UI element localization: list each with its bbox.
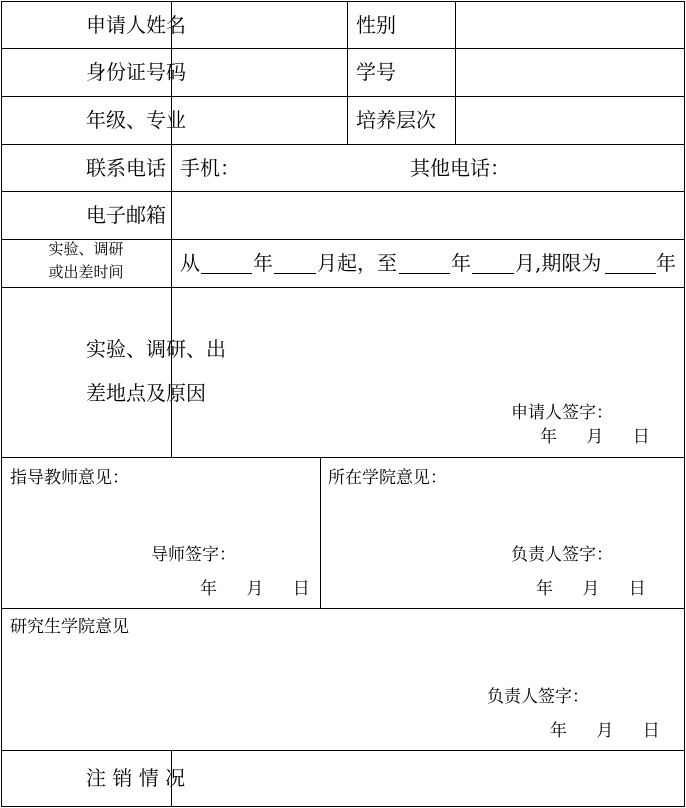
start-month-blank[interactable] <box>274 273 316 274</box>
place-reason-field[interactable] <box>172 288 684 398</box>
advisor-opinion-title: 指导教师意见： <box>10 468 129 488</box>
applicant-sign-label: 申请人签字： <box>511 403 613 423</box>
row-divider <box>1 608 685 609</box>
graduate-school-sign-date: 年 月 日 <box>550 721 660 741</box>
row-divider <box>1 457 685 458</box>
student-id-field[interactable] <box>456 49 684 96</box>
table-border <box>1 1 2 807</box>
label-contact-phone: 联系电话 <box>86 156 166 180</box>
end-month-blank[interactable] <box>472 273 514 274</box>
mobile-field[interactable] <box>232 145 402 191</box>
label-email: 电子邮箱 <box>86 203 166 227</box>
label-gender: 性别 <box>356 13 396 37</box>
end-year-blank[interactable] <box>399 273 450 274</box>
other-phone-field[interactable] <box>510 145 684 191</box>
label-other-phone: 其他电话： <box>410 156 510 180</box>
table-border <box>1 806 685 807</box>
time-year3: 年 <box>656 251 676 275</box>
label-grade-major: 年级、专业 <box>86 108 186 132</box>
graduate-school-opinion-field[interactable] <box>2 640 684 685</box>
grade-major-field[interactable] <box>172 97 347 144</box>
time-month-start: 月起，至 <box>317 251 397 275</box>
duration-blank[interactable] <box>605 273 656 274</box>
label-time-line1: 实验、调研 <box>48 240 124 258</box>
table-border <box>684 1 685 807</box>
cancel-status-field[interactable] <box>172 751 684 806</box>
time-year1: 年 <box>253 251 273 275</box>
label-place-line2: 差地点及原因 <box>86 381 206 405</box>
applicant-name-field[interactable] <box>172 2 347 48</box>
applicant-sign-date: 年 月 日 <box>540 427 650 447</box>
college-opinion-field[interactable] <box>321 492 684 542</box>
advisor-opinion-field[interactable] <box>2 492 320 542</box>
graduate-school-opinion-title: 研究生学院意见 <box>10 617 129 637</box>
gender-field[interactable] <box>456 2 684 48</box>
time-from: 从 <box>180 251 200 275</box>
label-place-line1: 实验、调研、出 <box>86 337 226 361</box>
graduate-school-sign-label: 负责人签字： <box>487 687 589 707</box>
time-year2: 年 <box>451 251 471 275</box>
label-id-number: 身份证号码 <box>86 60 186 84</box>
time-month-end: 月,期限为 <box>515 251 602 275</box>
college-sign-label: 负责人签字： <box>511 545 613 565</box>
label-training-level: 培养层次 <box>356 108 436 132</box>
label-time-line2: 或出差时间 <box>48 263 124 281</box>
college-sign-date: 年 月 日 <box>536 579 646 599</box>
advisor-sign-label: 导师签字： <box>151 545 236 565</box>
training-level-field[interactable] <box>456 97 684 144</box>
email-field[interactable] <box>172 192 684 239</box>
advisor-sign-date: 年 月 日 <box>200 579 310 599</box>
label-mobile: 手机： <box>180 156 240 180</box>
label-cancel-status: 注 销 情 况 <box>86 766 186 790</box>
label-student-id: 学号 <box>356 60 396 84</box>
id-number-field[interactable] <box>172 49 347 96</box>
college-opinion-title: 所在学院意见： <box>328 468 447 488</box>
label-applicant-name: 申请人姓名 <box>86 13 186 37</box>
column-divider <box>347 1 348 144</box>
start-year-blank[interactable] <box>201 273 252 274</box>
